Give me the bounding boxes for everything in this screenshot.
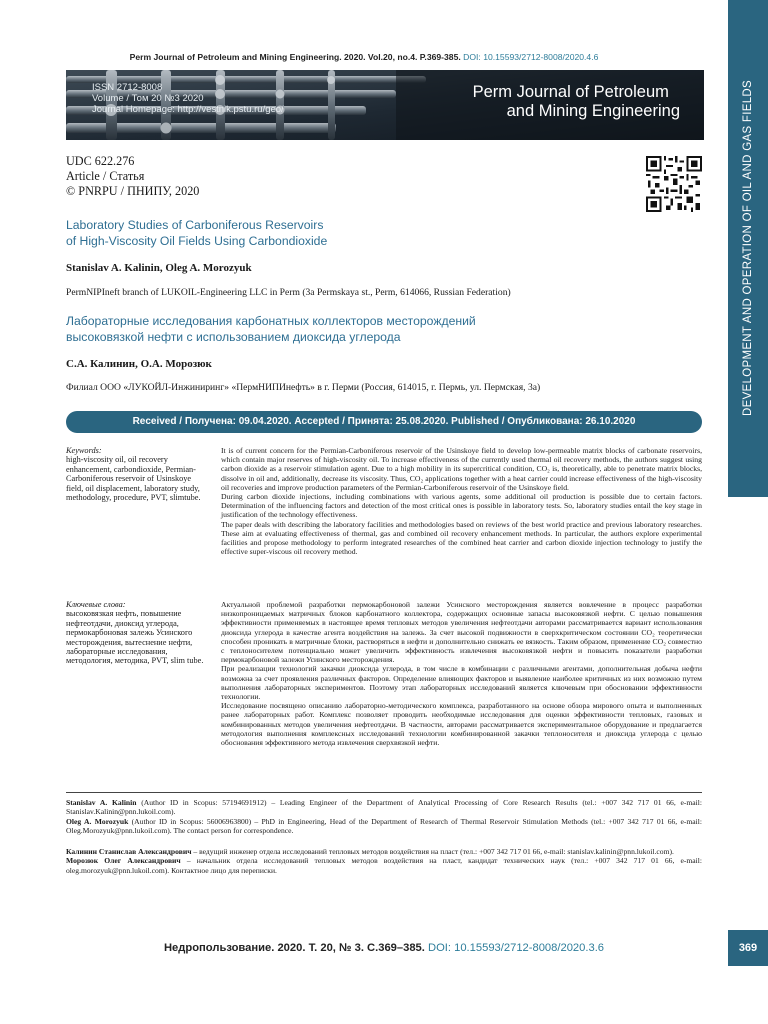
author-notes-english	[66, 798, 702, 836]
keywords-list: высоковязкая нефть, повышение нефтеотдачи, диоксид углерода, пермокарбоновая залежь Усинского месторождения, вытеснение нефти, лабораторные исследования, методология, методика, PVT, slim tube.	[66, 609, 204, 666]
russian-authors: С.А. Калинин, О.А. Морозюк	[66, 358, 212, 370]
banner-title-line2: and Mining Engineering	[506, 102, 680, 120]
russian-affiliation: Филиал ООО «ЛУКОЙЛ-Инжиниринг» «ПермНИПИнефть» в г. Перми (Россия, 614015, г. Пермь, ул. Пермская, 3а)	[66, 382, 541, 393]
publication-dates-bar: Received / Получена: 09.04.2020. Accepted / Принята: 25.08.2020. Published / Опубликована: 26.10.2020	[66, 411, 702, 433]
keywords-label: Ключевые слова:	[66, 600, 126, 609]
footnote-divider	[66, 792, 702, 793]
abstract-paragraph: Исследование посвящено описанию лабораторно-методического комплекса, разработанного на основе обзора мирового опыта и выполненных ранее лабораторных работ. Комплекс позволяет проводить необходимые исследования для оценки эффективности тепловых, газовых и комбинированных методов увеличения нефтеотдачи. В частности, авторами рассматривается экспериментальное оборудование и предлагается методология выполнения комплексных исследований технологии комбинированной закачки теплоносителя и диоксида углерода с целью обоснования эффективного метода извлечения сверхвязкой нефти.	[221, 701, 702, 748]
article-meta	[66, 154, 199, 199]
abstract-paragraph: При реализации технологий закачки диоксида углерода, в том числе в комбинации с различными агентами, дополнительная добыча нефти возможна за счет проявления различных факторов. Определение влияющих факторов и выявление наиболее критичных из них возможно путем выполнения лабораторных экспериментов. Поэтому этап лабораторных исследований является ключевым при обосновании эффективности технологии.	[221, 664, 702, 702]
abstract-russian	[221, 600, 702, 747]
bottom-doi-link[interactable]: DOI: 10.15593/2712-8008/2020.3.6	[428, 942, 605, 954]
russian-title	[66, 314, 476, 345]
journal-doi-link[interactable]: DOI: 10.15593/2712-8008/2020.4.6	[463, 52, 599, 62]
bottom-citation: Недропользование. 2020. Т. 20, № 3. С.369–385.	[163, 942, 425, 954]
section-side-band	[728, 0, 768, 497]
copyright: © PNRPU / ПНИПУ, 2020	[66, 184, 200, 198]
udc-code: UDC 622.276	[66, 154, 135, 168]
russian-title-line1: Лабораторные исследования карбонатных коллекторов месторождений	[66, 314, 476, 328]
keywords-english	[66, 446, 206, 502]
abstract-paragraph: Актуальной проблемой разработки пермокарбоновой залежи Усинского месторождения является вовлечение в процесс разработки низкопроницаемых матричных блоков карбонатного коллектора, содержащих основные запасы высоковязкой нефти. С целью повышения эффективности применяемых в настоящее время тепловых методов увеличения нефтеотдачи авторами рассматривается вариант использования диоксида углерода в качестве агента воздействия на залежь. За счет высокой подвижности в сверхкритическом состоянии CO₂ теоретически способен проникать в матричные блоки, растворяться в нефти и дополнительно снижать ее вязкость. Таким образом, применение CO₂ совместно с теплоносителем потенциально может увеличить эффективность извлечения высоковязкой нефти и повысить показатели разработки пермокарбоновой залежи Усинского месторождения.	[221, 600, 702, 665]
author-note-name: Морозюк Олег Александрович	[66, 856, 181, 866]
abstract-paragraph: It is of current concern for the Permian-Carboniferous reservoir of the Usinskoye field to develop low-permeable matrix blocks of carbonate reservoirs, which contain major reserves of high-viscosity oil. To increase effectiveness of the currently used thermal oil recovery methods, the authors suggest using carbon dioxide as a reservoir stimulation agent. Due to a high mobility in its supercritical condition, CO₂ is, theoretically, able to penetrate matrix blocks, dissolve in oil and, additionally, decrease its viscosity. Thus, CO₂ applications together with a heat carrier could increase effectiveness of the high-viscosity oil recoveries and improve production parameters of the Permian-Carboniferous reservoir of the Usinskoye field.	[221, 446, 702, 492]
english-affiliation: PermNIPIneft branch of LUKOIL-Engineering LLC in Perm (3a Permskaya st., Perm, 614066, Russian Federation)	[66, 287, 511, 298]
qr-code[interactable]	[646, 156, 702, 212]
russian-title-line2: высоковязкой нефти с использованием диоксида углерода	[66, 329, 401, 344]
author-note	[66, 856, 702, 875]
author-note-text: – ведущий инженер отдела исследований тепловых методов воздействия на пласт (тел.: +007 342 717 01 66, e-mail: stanislav.kalinin@pnn.lukoil.com).	[191, 847, 674, 856]
page-number: 369	[728, 930, 768, 966]
author-note-text: (Author ID in Scopus: 57194691912) – Leading Engineer of the Department of Analytical Processing of Core Research Results (tel.: +007 342 717 01 66, e-mail: Stanislav.Kalinin@pnn.lukoil.com).	[66, 798, 703, 817]
author-note-text: (Author ID in Scopus: 56006963800) – PhD in Engineering, Head of the Department of Research of Thermal Reservoir Stimulation Methods (tel.: +007 342 717 01 66, e-mail: Oleg.Morozyuk@pnn.lukoil.com). The contact person for correspondence.	[66, 816, 702, 836]
article-type: Article / Статья	[66, 169, 145, 183]
author-note	[66, 798, 702, 817]
banner-title-line1: Perm Journal of Petroleum	[472, 83, 669, 101]
keywords-label: Keywords:	[66, 446, 102, 455]
section-label: DEVELOPMENT AND OPERATION OF OIL AND GAS FIELDS	[742, 80, 754, 416]
english-title-line1: Laboratory Studies of Carboniferous Reservoirs	[66, 218, 324, 232]
journal-citation-line	[0, 52, 728, 62]
journal-banner	[66, 70, 704, 140]
banner-issn-block	[92, 82, 284, 115]
english-title	[66, 218, 327, 249]
english-authors: Stanislav A. Kalinin, Oleg A. Morozyuk	[66, 262, 252, 274]
banner-journal-title	[473, 83, 680, 121]
abstract-paragraph: The paper deals with describing the laboratory facilities and methodologies based on reviews of the best world practice and previous laboratory researches. These aim at evaluating effectiveness of thermal, gas and combined oil recovery enhancement methods. In particular, the authors explore experimental facilities and propose methodology to perform integrated researches of the combined heat carrier and carbon dioxide injection technology to justify the effective super-viscous oil recovery method.	[221, 519, 702, 557]
journal-citation: Perm Journal of Petroleum and Mining Engineering. 2020. Vol.20, no.4. P.369-385.	[129, 52, 461, 62]
author-note-text: – начальник отдела исследований тепловых методов воздействия на пласт, кандидат технических наук (тел.: +007 342 717 01 66, e-mail: oleg.morozyuk@pnn.lukoil.com). Контактное лицо для переписки.	[66, 856, 703, 875]
author-note-name: Калинин Станислав Александрович	[66, 847, 192, 856]
author-note-name: Oleg A. Morozyuk	[66, 816, 129, 826]
keywords-list: high-viscosity oil, oil recovery enhancement, carbondioxide, Permian-Carboniferous reservoir of Usinskoye field, oil displacement, laboratory study, methodology, procedure, PVT, slimtube.	[66, 455, 201, 503]
author-note-name: Stanislav A. Kalinin	[66, 798, 137, 807]
abstract-paragraph: During carbon dioxide injections, including combinations with various agents, some additional oil production is possible due to certain factors. Determination of the influencing factors and detection of the most critical ones is possible in laboratory tests. So, laboratory studies entail the key stage in justification of the technology effectiveness.	[221, 492, 702, 520]
english-title-line2: of High-Viscosity Oil Fields Using Carbondioxide	[66, 233, 328, 248]
abstract-english	[221, 446, 702, 556]
banner-issn: ISSN 2712-8008	[92, 82, 163, 93]
author-note	[66, 847, 702, 856]
author-note	[66, 817, 702, 836]
banner-homepage[interactable]: Journal Homepage: http://vestnik.pstu.ru/geo/	[92, 104, 284, 115]
banner-volume: Volume / Том 20 №3 2020	[92, 93, 204, 104]
author-notes-russian	[66, 847, 702, 875]
bottom-citation-line	[0, 942, 768, 954]
keywords-russian	[66, 600, 206, 666]
